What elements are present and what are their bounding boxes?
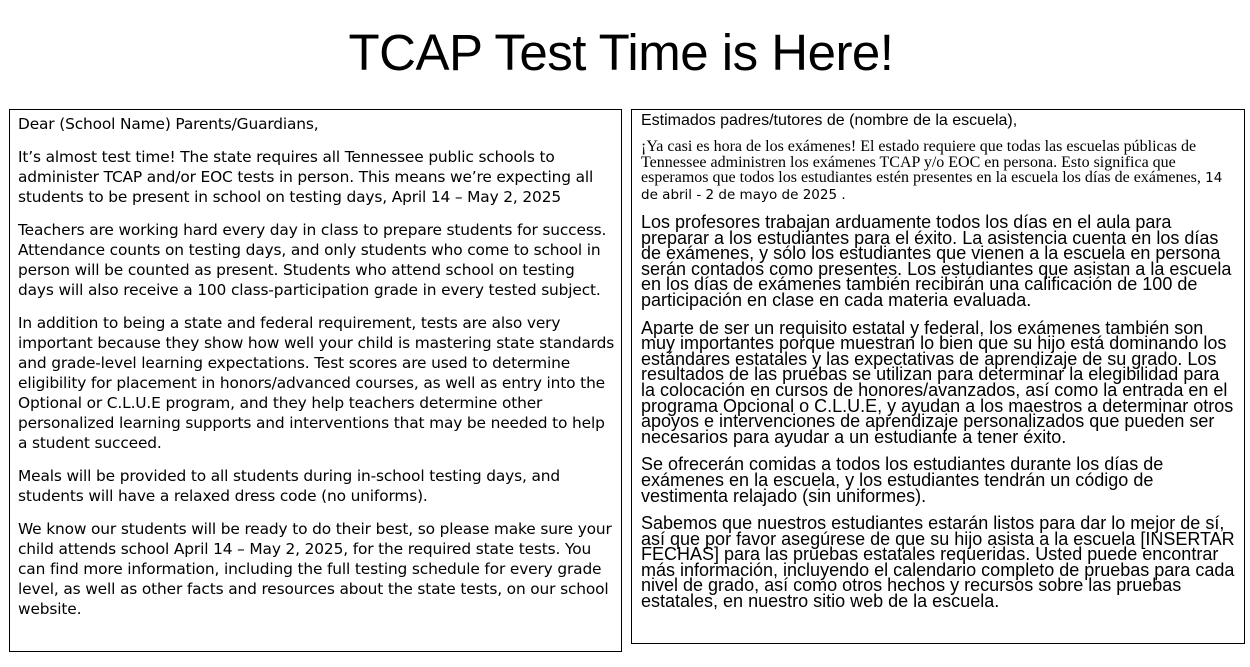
spanish-paragraph-closing: Sabemos que nuestros estudiantes estarán listos para dar lo mejor de sí, así que por favor asegúrese de que su hijo asista a la escuela [INSERTAR FECHAS] para las pruebas estatales requeridas. Usted puede encontrar más información, incluyendo el calendario completo de pruebas para cada nivel de grado, así como otros hechos y recursos sobre las pruebas estatales, en nuestro sitio web de la escuela.	[641, 513, 1235, 612]
english-greeting: Dear (School Name) Parents/Guardians,	[18, 115, 319, 133]
spanish-paragraph-meals: Se ofrecerán comidas a todos los estudiantes durante los días de exámenes en la escuela, y los estudiantes tendrán un código de vestimenta relajado (sin uniformes).	[641, 454, 1164, 506]
english-paragraph-meals: Meals will be provided to all students during in-school testing days, and students will have a relaxed dress code (no uniforms).	[18, 467, 560, 505]
english-paragraph-attendance: Teachers are working hard every day in class to prepare students for success. Attendance counts on testing days, and only students who come to school in person will be counted as present. Students who attend school on testing days will also receive a 100 class-participation grade in every tested subject.	[18, 221, 607, 299]
english-letter-box	[9, 109, 622, 652]
spanish-letter-box	[631, 109, 1245, 644]
spanish-paragraph-test-time-text: ¡Ya casi es hora de los exámenes! El estado requiere que todas las escuelas públicas de Tennessee administren los exámenes TCAP y/o EOC en persona. Esto significa que esperamos que todos los estudiantes estén presentes en la escuela los días de exámenes,	[641, 138, 1201, 186]
spanish-paragraph-test-time	[641, 139, 1238, 203]
spanish-paragraph-importance: Aparte de ser un requisito estatal y federal, los exámenes también son muy importantes porque muestran lo bien que su hijo está dominando los estándares estatales y las expectativas de aprendizaje de su grado. Los resultados de las pruebas se utilizan para determinar la elegibilidad para la colocación en cursos de honores/avanzados, así como la entrada en el programa Opcional o C.L.U.E, y ayudan a los maestros a determinar otros apoyos e intervenciones de aprendizaje personalizados que pueden ser necesarios para ayudar a un estudiante a tener éxito.	[641, 317, 1234, 447]
spanish-greeting: Estimados padres/tutores de (nombre de la escuela),	[641, 112, 1018, 129]
spanish-paragraph-attendance: Los profesores trabajan arduamente todos los días en el aula para preparar a los estudiantes para el éxito. La asistencia cuenta en los días de exámenes, y sólo los estudiantes que vienen a la escuela en persona serán contados como presentes. Los estudiantes que asistan a la escuela en los días de exámenes también recibirán una calificación de 100 de participación en clase en cada materia evaluada.	[641, 212, 1232, 310]
english-paragraph-test-time: It’s almost test time! The state requires all Tennessee public schools to administer TCAP and/or EOC tests in person. This means we’re expecting all students to be present in school on testing days, April 14 – May 2, 2025	[18, 148, 594, 206]
spanish-test-dates: 14 de abril - 2 de mayo de 2025 .	[641, 170, 1223, 203]
page-title: TCAP Test Time is Here!	[348, 24, 894, 81]
english-paragraph-importance: In addition to being a state and federal requirement, tests are also very important because they show how well your child is mastering state standards and grade-level learning expectations. Test scores are used to determine eligibility for placement in honors/advanced courses, as well as entry into the Optional or C.L.U.E program, and they help teachers determine other personalized learning supports and interventions that may be needed to help a student succeed.	[18, 314, 615, 452]
english-paragraph-closing: We know our students will be ready to do their best, so please make sure your child attends school April 14 – May 2, 2025, for the required state tests. You can find more information, including the full testing schedule for every grade level, as well as other facts and resources about the state tests, on our school website.	[18, 520, 612, 618]
